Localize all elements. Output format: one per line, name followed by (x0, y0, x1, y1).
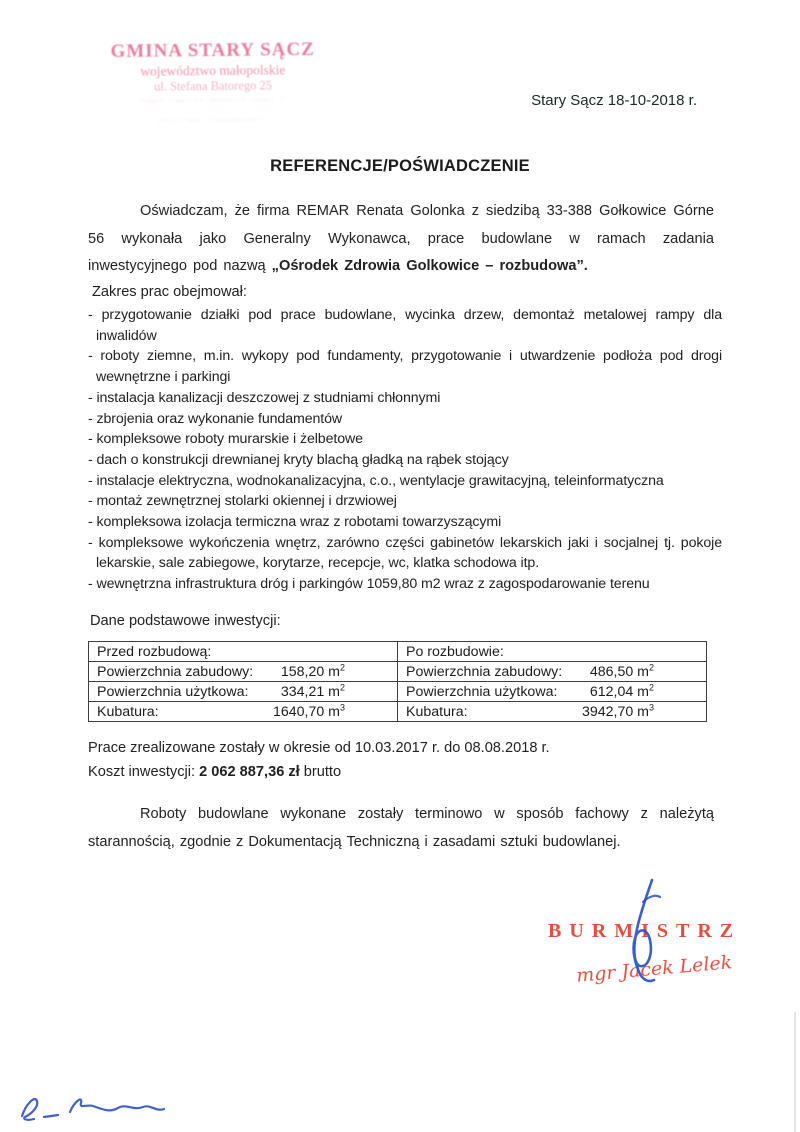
scope-item: - montaż zewnętrznej stolarki okiennej i drzwiowej (88, 493, 397, 510)
scope-item: - zbrojenia oraz wykonanie fundamentów (88, 410, 343, 427)
investment-table (88, 641, 707, 722)
scope-list (88, 305, 722, 595)
stamp-municipality-name: GMINA STARY SĄCZ (110, 38, 315, 63)
row-label: Kubatura: (406, 703, 468, 720)
scope-item: - instalacja kanalizacji deszczowej z studniami chłonnymi (88, 389, 441, 406)
scope-item: - kompleksowe roboty murarskie i żelbetowe (88, 431, 363, 448)
row-value: 334,21 $m^2$ (280, 681, 345, 700)
scope-item: - kompleksowa izolacja termiczna wraz z robotami towarzyszącymi (88, 514, 502, 531)
scope-item: - wewnętrzna infrastruktura dróg i parkingów 1059,80 m2 wraz z zagospodarowanie terenu (88, 576, 650, 593)
stamp-street: ul. Stefana Batorego 25 (153, 78, 273, 94)
scope-item: - dach o konstrukcji drewnianej kryty blachą gładką na rąbek stojący (88, 451, 509, 468)
row-value: 158,20 $m^2$ (280, 661, 345, 680)
mayor-stamp-name: mgr Jacek Lelek (575, 951, 734, 987)
row-value: 486,50 $m^2$ (589, 661, 654, 680)
intro-text: Oświadczam, że firma REMAR Renata Golonka z siedzibą 33-388 Gołkowice Górne 56 wykonała jako Generalny Wykonawca, prace budowlane w ramach zadania inwestycyjnego pod nazwą (88, 203, 714, 274)
municipality-stamp (88, 39, 339, 128)
table-row (89, 682, 707, 702)
stamp-faded-line: ·—· ·—··· ——·· ·—· · (139, 93, 287, 107)
cost-label: Koszt inwestycji: (88, 764, 200, 780)
mayor-stamp-title: BURMISTRZ (548, 920, 742, 942)
table-header-before: Przed rozbudową: (89, 642, 398, 662)
project-name-bold: „Ośrodek Zdrowia Golkowice – rozbudowa”. (271, 258, 588, 274)
stamp-faded-line: —···— ··———·· (158, 113, 269, 127)
scope-item: - przygotowanie działki pod prace budowlane, wycinka drzew, demontaż metalowej rampy dla inwalidów (88, 307, 722, 344)
table-row (89, 662, 707, 682)
intro-paragraph (88, 198, 714, 281)
row-label: Kubatura: (97, 703, 159, 720)
mayor-signature-scribble (608, 872, 668, 992)
document-title: REFERENCJE/POŚWIADCZENIE (270, 157, 530, 175)
investment-data-heading: Dane podstawowe inwestycji: (90, 613, 281, 629)
table-header-row (89, 642, 707, 662)
closing-paragraph: Roboty budowlane wykonane zostały terminowo w sposób fachowy z należytą starannością, zgodnie z Dokumentacją Techniczną i zasadami sztuki budowlanej. (88, 806, 714, 850)
cost-suffix: brutto (299, 764, 342, 780)
scope-item: - instalacje elektryczna, wodnokanalizacyjna, c.o., wentylacje grawitacyjną, teleinformatyczna (88, 472, 664, 489)
scope-heading: Zakres prac obejmował: (92, 284, 247, 300)
row-value: 1640,70 $m^3$ (272, 701, 345, 720)
row-label: Powierzchnia zabudowy: (97, 663, 254, 680)
document-date: Stary Sącz 18-10-2018 r. (531, 92, 697, 109)
mayor-signature-block (520, 878, 760, 1008)
row-label: Powierzchnia zabudowy: (406, 663, 563, 680)
table-row (89, 702, 707, 722)
initials-signature-scribble (12, 1072, 212, 1132)
row-label: Powierzchnia użytkowa: (97, 683, 249, 700)
period-line: Prace zrealizowane zostały w okresie od 10.03.2017 r. do 08.08.2018 r. (88, 740, 550, 756)
cost-line (88, 764, 341, 780)
row-value: 612,04 $m^2$ (589, 681, 654, 700)
table-header-after: Po rozbudowie: (398, 642, 707, 662)
row-label: Powierzchnia użytkowa: (406, 683, 558, 700)
row-value: 3942,70 $m^3$ (581, 701, 654, 720)
cost-amount: 2 062 887,36 zł (199, 764, 300, 780)
scope-item: - kompleksowe wykończenia wnętrz, zarówno części gabinetów lekarskich jaki i socjalnej tj. pokoje lekarskie, sale zabiegowe, korytarze, recepcje, wc, klatka schodowa itp. (88, 534, 722, 572)
stamp-voivodeship: województwo małopolskie (140, 62, 286, 79)
scope-item: - roboty ziemne, m.in. wykopy pod fundamenty, przygotowanie i utwardzenie podłoża pod drogi wewnętrzne i parkingi (88, 348, 722, 386)
scan-edge-artifact (794, 1012, 796, 1132)
